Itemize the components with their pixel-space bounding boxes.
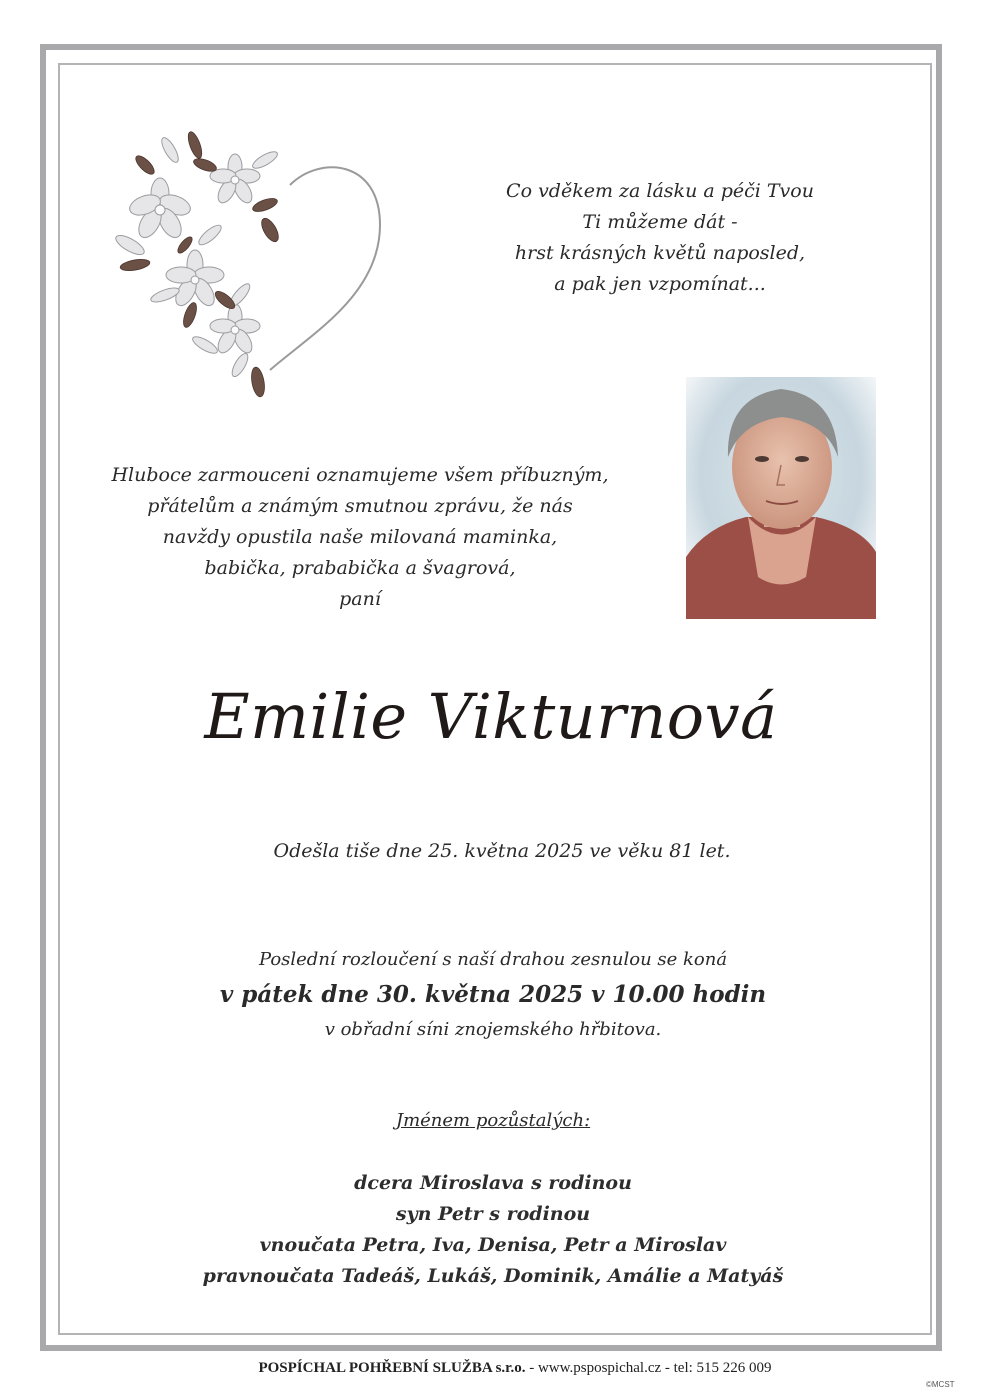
poem-line: Co vděkem za lásku a péči Tvou bbox=[506, 180, 814, 202]
mourner-line: syn Petr s rodinou bbox=[395, 1203, 591, 1225]
poem-line: hrst krásných květů naposled, bbox=[514, 242, 806, 264]
poem bbox=[480, 176, 840, 300]
poem-line: a pak jen vzpomínat... bbox=[554, 273, 766, 295]
floral-heart-icon bbox=[110, 120, 400, 410]
farewell-info bbox=[0, 945, 982, 1045]
mourners-list bbox=[0, 1168, 982, 1292]
announcement-text bbox=[110, 460, 610, 615]
footer-contact: - www.pspospichal.cz - tel: 515 226 009 bbox=[525, 1360, 772, 1376]
poem-line: Ti můžeme dát - bbox=[582, 211, 738, 233]
farewell-place: v obřadní síni znojemského hřbitova. bbox=[324, 1019, 662, 1040]
farewell-intro: Poslední rozloučení s naší drahou zesnulou se koná bbox=[258, 949, 728, 970]
mourner-line: pravnoučata Tadeáš, Lukáš, Dominik, Amálie a Matyáš bbox=[202, 1265, 784, 1287]
announcement-line: babička, prababička a švagrová, bbox=[204, 557, 516, 579]
announcement-line: navždy opustila naše milovaná maminka, bbox=[162, 526, 558, 548]
portrait-photo bbox=[686, 377, 876, 619]
announcement-line: Hluboce zarmouceni oznamujeme všem příbuzným, bbox=[111, 464, 609, 486]
footer-company: POSPÍCHAL POHŘEBNÍ SLUŽBA s.r.o. bbox=[258, 1360, 526, 1376]
copyright-mark: ©MCST bbox=[926, 1380, 955, 1389]
announcement-line: paní bbox=[339, 588, 381, 610]
mourner-line: vnoučata Petra, Iva, Denisa, Petr a Miroslav bbox=[259, 1234, 727, 1256]
mourners-heading: Jménem pozůstalých: bbox=[395, 1110, 591, 1131]
deceased-name: Emilie Vikturnová bbox=[204, 680, 778, 753]
announcement-line: přátelům a známým smutnou zprávu, že nás bbox=[147, 495, 573, 517]
death-notice: Odešla tiše dne 25. května 2025 ve věku 81 let. bbox=[273, 840, 731, 862]
mourner-line: dcera Miroslava s rodinou bbox=[354, 1172, 632, 1194]
farewell-date: v pátek dne 30. května 2025 v 10.00 hodin bbox=[219, 981, 767, 1008]
footer bbox=[0, 1360, 982, 1377]
